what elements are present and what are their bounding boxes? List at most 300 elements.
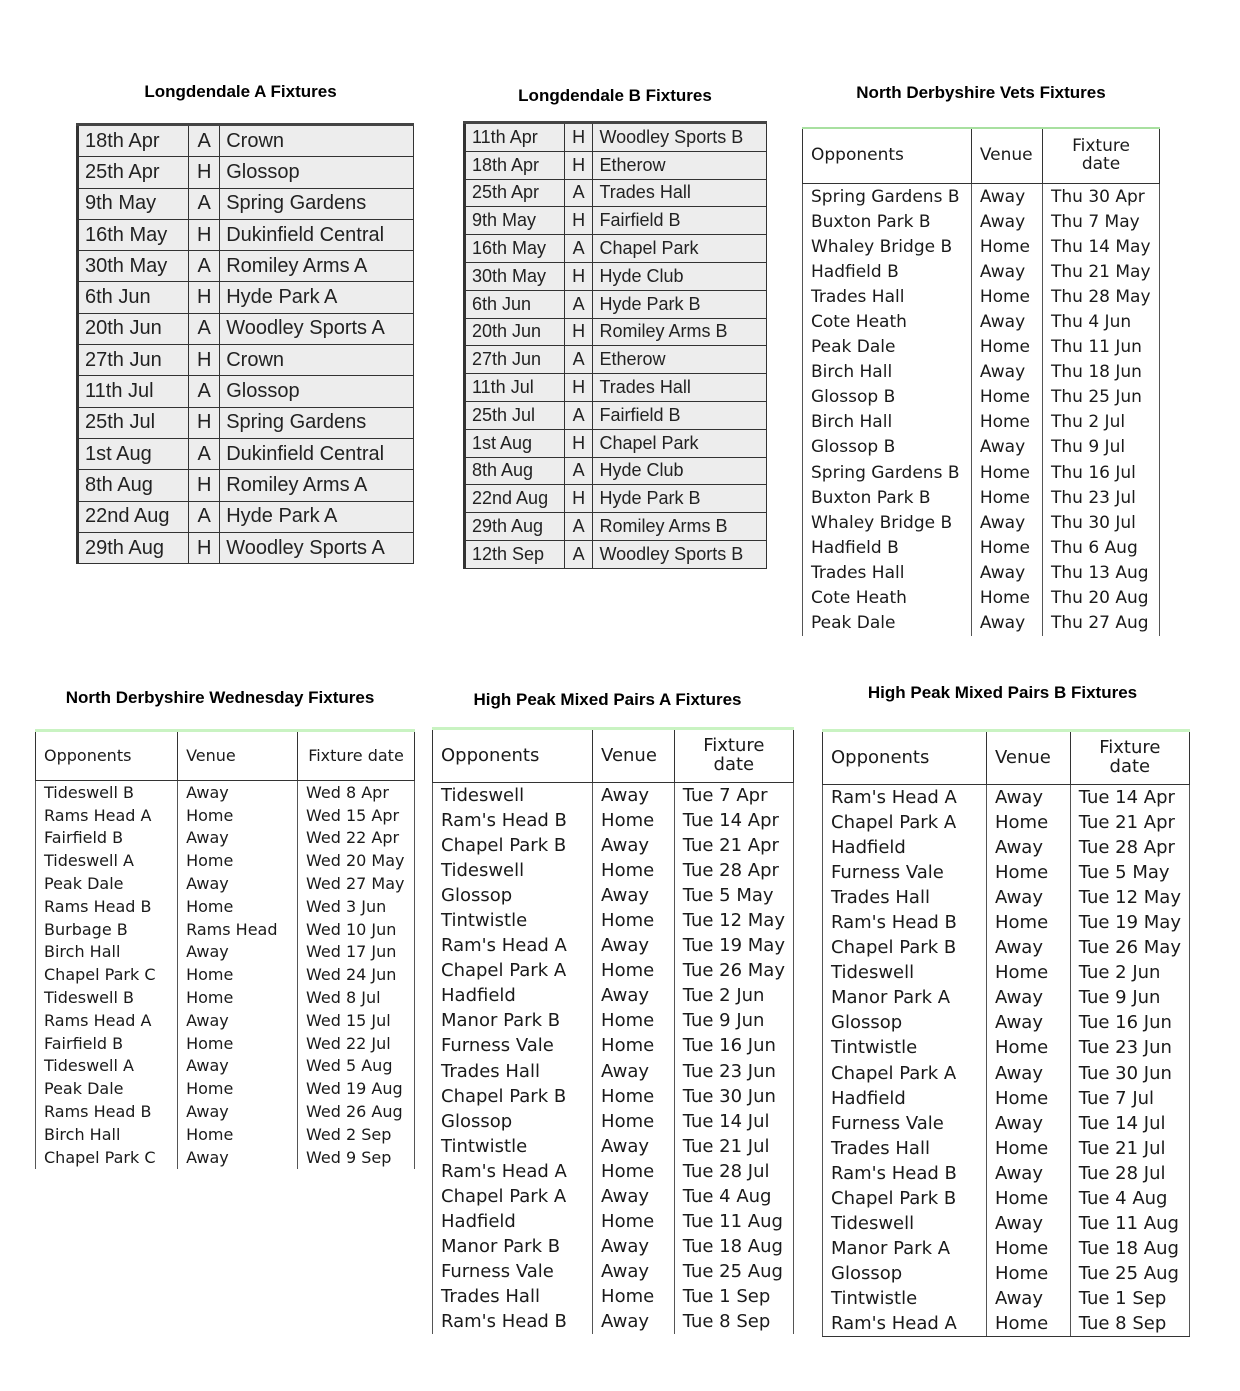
fixture-row — [803, 435, 1160, 460]
fixture-row — [465, 429, 767, 457]
fixture-date: Thu 16 Jul — [1043, 460, 1160, 485]
fixture-date: Tue 4 Aug — [1070, 1186, 1189, 1211]
column-header-date: Fixture date — [674, 729, 793, 783]
fixture-venue: Home — [971, 460, 1042, 485]
fixture-row — [823, 860, 1190, 885]
fixture-opponent: Trades Hall — [433, 1284, 593, 1309]
fixture-opponent: Chapel Park C — [36, 963, 178, 986]
fixture-date: Thu 7 May — [1043, 209, 1160, 234]
fixture-opponent: Birch Hall — [36, 941, 178, 964]
fixture-row — [465, 151, 767, 179]
fixture-row — [823, 1186, 1190, 1211]
fixture-venue: H — [564, 207, 593, 235]
fixture-date: 27th Jun — [78, 345, 189, 376]
fixture-date: Tue 14 Jul — [674, 1109, 793, 1134]
fixture-row — [36, 1123, 415, 1146]
fixture-date: Thu 14 May — [1043, 234, 1160, 259]
fixture-date: Wed 22 Apr — [298, 827, 415, 850]
fixture-date: Tue 23 Jun — [1070, 1035, 1189, 1060]
fixture-opponent: Glossop B — [803, 435, 972, 460]
fixture-row — [78, 501, 414, 532]
fixture-venue: A — [564, 540, 593, 568]
fixture-venue: H — [564, 485, 593, 513]
fixture-date: Tue 14 Apr — [674, 808, 793, 833]
fixture-venue: Away — [971, 510, 1042, 535]
fixture-opponent: Romiley Arms B — [593, 318, 767, 346]
fixture-venue: Home — [178, 849, 298, 872]
fixture-row — [433, 833, 794, 858]
fixture-venue: Away — [178, 1055, 298, 1078]
fixture-row — [36, 1100, 415, 1123]
fixture-opponent: Furness Vale — [823, 860, 987, 885]
fixture-venue: Home — [178, 986, 298, 1009]
fixture-venue: Away — [971, 360, 1042, 385]
fixture-date: Tue 28 Jul — [1070, 1161, 1189, 1186]
fixture-date: Wed 24 Jun — [298, 963, 415, 986]
fixture-row — [36, 918, 415, 941]
fixture-row — [823, 1010, 1190, 1035]
fixture-venue: Home — [987, 810, 1071, 835]
fixture-venue: Home — [593, 1109, 675, 1134]
fixture-row — [78, 470, 414, 501]
fixture-venue: Rams Head — [178, 918, 298, 941]
fixture-date: Wed 26 Aug — [298, 1100, 415, 1123]
fixture-date: Wed 19 Aug — [298, 1077, 415, 1100]
fixture-date: Wed 20 May — [298, 849, 415, 872]
nd-vets-table — [802, 127, 1160, 636]
fixture-row — [803, 611, 1160, 636]
fixture-date: 25th Apr — [465, 179, 565, 207]
fixture-row — [803, 309, 1160, 334]
fixture-date: 25th Jul — [78, 407, 189, 438]
fixture-venue: Home — [593, 958, 675, 983]
fixture-row — [823, 910, 1190, 935]
fixture-venue: A — [189, 125, 220, 157]
fixture-opponent: Hadfield B — [803, 259, 972, 284]
fixture-date: 18th Apr — [78, 125, 189, 157]
fixture-opponent: Trades Hall — [823, 1136, 987, 1161]
fixture-opponent: Hadfield — [433, 1209, 593, 1234]
fixture-opponent: Ram's Head A — [823, 785, 987, 811]
longdendale-a-title: Longdendale A Fixtures — [144, 82, 337, 101]
hp-a-title: High Peak Mixed Pairs A Fixtures — [473, 690, 742, 709]
fixture-date: 22nd Aug — [465, 485, 565, 513]
fixture-opponent: Hyde Park B — [593, 485, 767, 513]
fixture-opponent: Woodley Sports A — [220, 313, 414, 344]
fixture-opponent: Fairfield B — [593, 207, 767, 235]
fixture-row — [433, 1209, 794, 1234]
fixture-venue: Home — [987, 1086, 1071, 1111]
fixture-venue: Away — [971, 259, 1042, 284]
fixture-row — [803, 335, 1160, 360]
fixture-opponent: Trades Hall — [823, 885, 987, 910]
fixture-venue: Home — [987, 1136, 1071, 1161]
column-header-date: Fixture date — [1043, 128, 1160, 184]
fixture-opponent: Tideswell — [433, 858, 593, 883]
fixture-opponent: Trades Hall — [593, 179, 767, 207]
fixture-date: Wed 8 Jul — [298, 986, 415, 1009]
fixture-opponent: Ram's Head A — [433, 933, 593, 958]
fixture-row — [433, 1059, 794, 1084]
fixture-date: Wed 17 Jun — [298, 941, 415, 964]
fixture-date: Wed 15 Apr — [298, 804, 415, 827]
fixture-venue: Home — [987, 860, 1071, 885]
fixture-row — [823, 785, 1190, 811]
fixture-opponent: Chapel Park — [593, 235, 767, 263]
fixture-opponent: Hadfield — [823, 1086, 987, 1111]
fixture-venue: Home — [178, 963, 298, 986]
fixture-venue: Away — [593, 1259, 675, 1284]
fixture-date: 11th Jul — [465, 374, 565, 402]
fixture-opponent: Furness Vale — [433, 1259, 593, 1284]
fixture-venue: Away — [971, 184, 1042, 210]
fixture-date: 25th Apr — [78, 157, 189, 188]
fixture-venue: Home — [971, 284, 1042, 309]
fixture-opponent: Tintwistle — [823, 1035, 987, 1060]
fixture-venue: Away — [178, 1146, 298, 1169]
fixture-row — [36, 827, 415, 850]
fixture-opponent: Ram's Head B — [823, 1161, 987, 1186]
fixture-opponent: Peak Dale — [36, 872, 178, 895]
fixture-row — [433, 783, 794, 809]
fixture-date: Tue 21 Jul — [1070, 1136, 1189, 1161]
fixture-row — [465, 540, 767, 568]
fixture-venue: Home — [971, 535, 1042, 560]
fixture-row — [803, 184, 1160, 210]
fixture-row — [803, 284, 1160, 309]
fixture-row — [823, 1311, 1190, 1337]
fixture-date: Tue 5 May — [1070, 860, 1189, 885]
fixture-opponent: Glossop — [823, 1010, 987, 1035]
fixture-venue: Away — [971, 611, 1042, 636]
fixture-opponent: Hyde Park B — [593, 290, 767, 318]
fixture-opponent: Glossop — [433, 1109, 593, 1134]
fixture-row — [433, 908, 794, 933]
fixture-row — [465, 262, 767, 290]
fixture-opponent: Peak Dale — [803, 611, 972, 636]
fixture-date: Tue 26 May — [1070, 935, 1189, 960]
fixture-opponent: Spring Gardens — [220, 407, 414, 438]
header-row — [36, 731, 415, 781]
fixture-row — [803, 360, 1160, 385]
fixture-row — [823, 1136, 1190, 1161]
fixture-venue: Away — [593, 883, 675, 908]
fixture-row — [823, 1035, 1190, 1060]
fixture-date: 18th Apr — [465, 151, 565, 179]
fixture-opponent: Fairfield B — [36, 827, 178, 850]
fixture-row — [433, 1109, 794, 1134]
fixture-row — [433, 933, 794, 958]
fixture-venue: Away — [178, 781, 298, 804]
fixture-opponent: Crown — [220, 345, 414, 376]
fixture-date: Thu 6 Aug — [1043, 535, 1160, 560]
fixture-opponent: Trades Hall — [803, 284, 972, 309]
fixture-date: Tue 30 Jun — [1070, 1061, 1189, 1086]
fixture-venue: Home — [971, 485, 1042, 510]
fixture-venue: Home — [971, 410, 1042, 435]
fixture-date: Tue 8 Sep — [674, 1309, 793, 1334]
fixture-venue: H — [189, 470, 220, 501]
fixture-opponent: Peak Dale — [36, 1077, 178, 1100]
fixture-date: Tue 18 Aug — [1070, 1236, 1189, 1261]
fixture-opponent: Burbage B — [36, 918, 178, 941]
fixture-date: Tue 9 Jun — [674, 1008, 793, 1033]
fixture-opponent: Hyde Club — [593, 457, 767, 485]
column-header-venue: Venue — [178, 731, 298, 781]
fixture-venue: Away — [593, 1309, 675, 1334]
fixture-opponent: Woodley Sports B — [593, 123, 767, 152]
fixture-venue: Away — [987, 1211, 1071, 1236]
nd-vets-title: North Derbyshire Vets Fixtures — [856, 83, 1106, 102]
fixture-row — [433, 1159, 794, 1184]
fixture-venue: Home — [178, 804, 298, 827]
column-header-venue: Venue — [987, 731, 1071, 785]
fixture-venue: A — [189, 376, 220, 407]
fixture-date: Tue 23 Jun — [674, 1059, 793, 1084]
fixture-date: 1st Aug — [465, 429, 565, 457]
fixture-row — [465, 513, 767, 541]
fixture-row — [433, 808, 794, 833]
fixture-venue: Home — [593, 1284, 675, 1309]
fixture-opponent: Dukinfield Central — [220, 219, 414, 250]
fixture-row — [803, 209, 1160, 234]
fixture-row — [823, 1211, 1190, 1236]
fixture-venue: Home — [971, 234, 1042, 259]
fixture-date: 20th Jun — [78, 313, 189, 344]
fixture-date: Tue 11 Aug — [674, 1209, 793, 1234]
fixture-row — [78, 376, 414, 407]
fixture-row — [433, 1309, 794, 1334]
nd-wednesday-table — [35, 729, 415, 1169]
fixture-venue: Away — [987, 1286, 1071, 1311]
fixture-opponent: Tintwistle — [433, 908, 593, 933]
fixture-venue: Home — [593, 858, 675, 883]
fixture-venue: Home — [593, 1209, 675, 1234]
fixture-opponent: Rams Head B — [36, 895, 178, 918]
fixture-opponent: Hadfield — [433, 983, 593, 1008]
fixture-venue: Away — [987, 1111, 1071, 1136]
fixture-date: Tue 4 Aug — [674, 1184, 793, 1209]
fixture-row — [36, 872, 415, 895]
fixture-venue: Away — [593, 1059, 675, 1084]
fixture-date: Thu 9 Jul — [1043, 435, 1160, 460]
fixture-opponent: Peak Dale — [803, 335, 972, 360]
fixture-date: Tue 16 Jun — [674, 1033, 793, 1058]
fixture-opponent: Fairfield B — [36, 1032, 178, 1055]
fixture-row — [803, 410, 1160, 435]
fixture-opponent: Hadfield B — [803, 535, 972, 560]
fixture-date: 29th Aug — [78, 532, 189, 563]
fixture-row — [465, 485, 767, 513]
fixture-row — [823, 1161, 1190, 1186]
fixture-venue: Away — [971, 435, 1042, 460]
fixture-row — [433, 983, 794, 1008]
fixture-venue: H — [189, 532, 220, 563]
fixture-venue: H — [564, 262, 593, 290]
fixture-date: Thu 28 May — [1043, 284, 1160, 309]
fixture-opponent: Tideswell A — [36, 849, 178, 872]
fixture-opponent: Ram's Head A — [823, 1311, 987, 1337]
fixture-date: Tue 26 May — [674, 958, 793, 983]
fixture-date: Tue 1 Sep — [674, 1284, 793, 1309]
fixture-opponent: Whaley Bridge B — [803, 510, 972, 535]
fixture-date: Tue 30 Jun — [674, 1084, 793, 1109]
fixture-date: Tue 2 Jun — [674, 983, 793, 1008]
fixture-venue: A — [189, 438, 220, 469]
fixture-row — [78, 313, 414, 344]
nd-wednesday-title: North Derbyshire Wednesday Fixtures — [65, 688, 375, 707]
fixture-date: Tue 18 Aug — [674, 1234, 793, 1259]
fixture-venue: A — [564, 457, 593, 485]
fixture-row — [465, 235, 767, 263]
column-header-opponent: Opponents — [433, 729, 593, 783]
column-header-opponent: Opponents — [803, 128, 972, 184]
fixture-opponent: Romiley Arms A — [220, 251, 414, 282]
fixture-venue: Away — [593, 933, 675, 958]
fixture-date: Tue 11 Aug — [1070, 1211, 1189, 1236]
fixture-row — [78, 251, 414, 282]
fixture-date: Thu 30 Jul — [1043, 510, 1160, 535]
fixture-row — [803, 234, 1160, 259]
fixture-row — [36, 895, 415, 918]
fixture-opponent: Fairfield B — [593, 401, 767, 429]
fixture-opponent: Woodley Sports B — [593, 540, 767, 568]
fixture-venue: Home — [987, 1186, 1071, 1211]
column-header-date: Fixture date — [1070, 731, 1189, 785]
fixture-row — [36, 1077, 415, 1100]
fixture-opponent: Tintwistle — [823, 1286, 987, 1311]
fixture-opponent: Birch Hall — [36, 1123, 178, 1146]
fixture-row — [36, 1055, 415, 1078]
fixture-row — [433, 1234, 794, 1259]
fixture-venue: Home — [987, 960, 1071, 985]
fixture-date: 11th Jul — [78, 376, 189, 407]
fixture-date: Tue 5 May — [674, 883, 793, 908]
fixture-venue: Away — [178, 827, 298, 850]
fixture-venue: H — [564, 318, 593, 346]
fixture-opponent: Furness Vale — [433, 1033, 593, 1058]
fixture-opponent: Ram's Head B — [823, 910, 987, 935]
fixture-date: Tue 8 Sep — [1070, 1311, 1189, 1337]
fixture-date: Tue 21 Jul — [674, 1134, 793, 1159]
column-header-date: Fixture date — [298, 731, 415, 781]
fixture-row — [433, 1008, 794, 1033]
fixture-row — [78, 282, 414, 313]
fixture-venue: Home — [178, 1123, 298, 1146]
fixture-venue: A — [564, 401, 593, 429]
fixture-opponent: Woodley Sports A — [220, 532, 414, 563]
fixture-date: 29th Aug — [465, 513, 565, 541]
fixture-venue: Away — [593, 983, 675, 1008]
fixture-venue: Home — [178, 895, 298, 918]
fixture-opponent: Tideswell — [823, 960, 987, 985]
fixture-venue: Home — [178, 1077, 298, 1100]
fixture-venue: Away — [178, 1100, 298, 1123]
fixture-opponent: Whaley Bridge B — [803, 234, 972, 259]
fixture-row — [78, 345, 414, 376]
fixture-date: 30th May — [465, 262, 565, 290]
fixture-row — [433, 958, 794, 983]
column-header-opponent: Opponents — [823, 731, 987, 785]
fixture-date: 22nd Aug — [78, 501, 189, 532]
fixture-venue: Away — [987, 1010, 1071, 1035]
fixture-row — [78, 125, 414, 157]
fixture-opponent: Trades Hall — [433, 1059, 593, 1084]
fixture-row — [36, 1032, 415, 1055]
fixture-date: Tue 7 Jul — [1070, 1086, 1189, 1111]
fixture-row — [803, 586, 1160, 611]
fixture-row — [433, 1259, 794, 1284]
fixture-opponent: Hyde Park A — [220, 501, 414, 532]
fixture-row — [465, 401, 767, 429]
fixture-venue: Away — [987, 785, 1071, 811]
fixture-row — [36, 849, 415, 872]
fixture-row — [36, 1009, 415, 1032]
fixture-date: Tue 12 May — [1070, 885, 1189, 910]
fixture-venue: A — [189, 501, 220, 532]
fixture-date: Tue 21 Apr — [674, 833, 793, 858]
fixture-row — [803, 259, 1160, 284]
fixture-opponent: Etherow — [593, 346, 767, 374]
fixture-opponent: Tideswell — [823, 1211, 987, 1236]
fixture-date: Thu 13 Aug — [1043, 560, 1160, 585]
column-header-opponent: Opponents — [36, 731, 178, 781]
fixture-date: Tue 12 May — [674, 908, 793, 933]
fixture-opponent: Hadfield — [823, 835, 987, 860]
fixture-row — [36, 1146, 415, 1169]
fixture-date: Thu 30 Apr — [1043, 184, 1160, 210]
fixture-opponent: Trades Hall — [803, 560, 972, 585]
fixture-row — [823, 1236, 1190, 1261]
fixture-row — [823, 810, 1190, 835]
fixture-venue: Home — [987, 1311, 1071, 1337]
fixture-venue: Home — [971, 385, 1042, 410]
fixture-opponent: Chapel Park B — [433, 833, 593, 858]
fixture-opponent: Crown — [220, 125, 414, 157]
fixture-opponent: Chapel Park A — [823, 810, 987, 835]
fixture-date: Wed 22 Jul — [298, 1032, 415, 1055]
fixture-date: Wed 27 May — [298, 872, 415, 895]
fixture-date: 20th Jun — [465, 318, 565, 346]
fixture-venue: A — [189, 188, 220, 219]
fixture-opponent: Tideswell B — [36, 986, 178, 1009]
fixture-date: 11th Apr — [465, 123, 565, 152]
fixture-opponent: Tideswell A — [36, 1055, 178, 1078]
fixture-row — [36, 963, 415, 986]
fixture-venue: Away — [178, 1009, 298, 1032]
fixture-venue: Home — [987, 1261, 1071, 1286]
fixture-date: 27th Jun — [465, 346, 565, 374]
fixture-venue: Home — [987, 910, 1071, 935]
fixture-opponent: Dukinfield Central — [220, 438, 414, 469]
fixture-opponent: Ram's Head B — [433, 808, 593, 833]
fixture-venue: H — [189, 282, 220, 313]
fixture-row — [803, 560, 1160, 585]
fixture-row — [823, 985, 1190, 1010]
fixture-venue: H — [564, 151, 593, 179]
fixture-opponent: Romiley Arms B — [593, 513, 767, 541]
fixture-opponent: Birch Hall — [803, 410, 972, 435]
fixture-row — [465, 290, 767, 318]
fixture-opponent: Hyde Park A — [220, 282, 414, 313]
fixture-venue: A — [564, 346, 593, 374]
fixture-opponent: Chapel Park B — [823, 1186, 987, 1211]
fixture-venue: Away — [987, 985, 1071, 1010]
fixture-opponent: Glossop — [823, 1261, 987, 1286]
hp-b-title: High Peak Mixed Pairs B Fixtures — [867, 683, 1138, 702]
fixture-venue: Home — [593, 1084, 675, 1109]
fixture-row — [823, 1111, 1190, 1136]
